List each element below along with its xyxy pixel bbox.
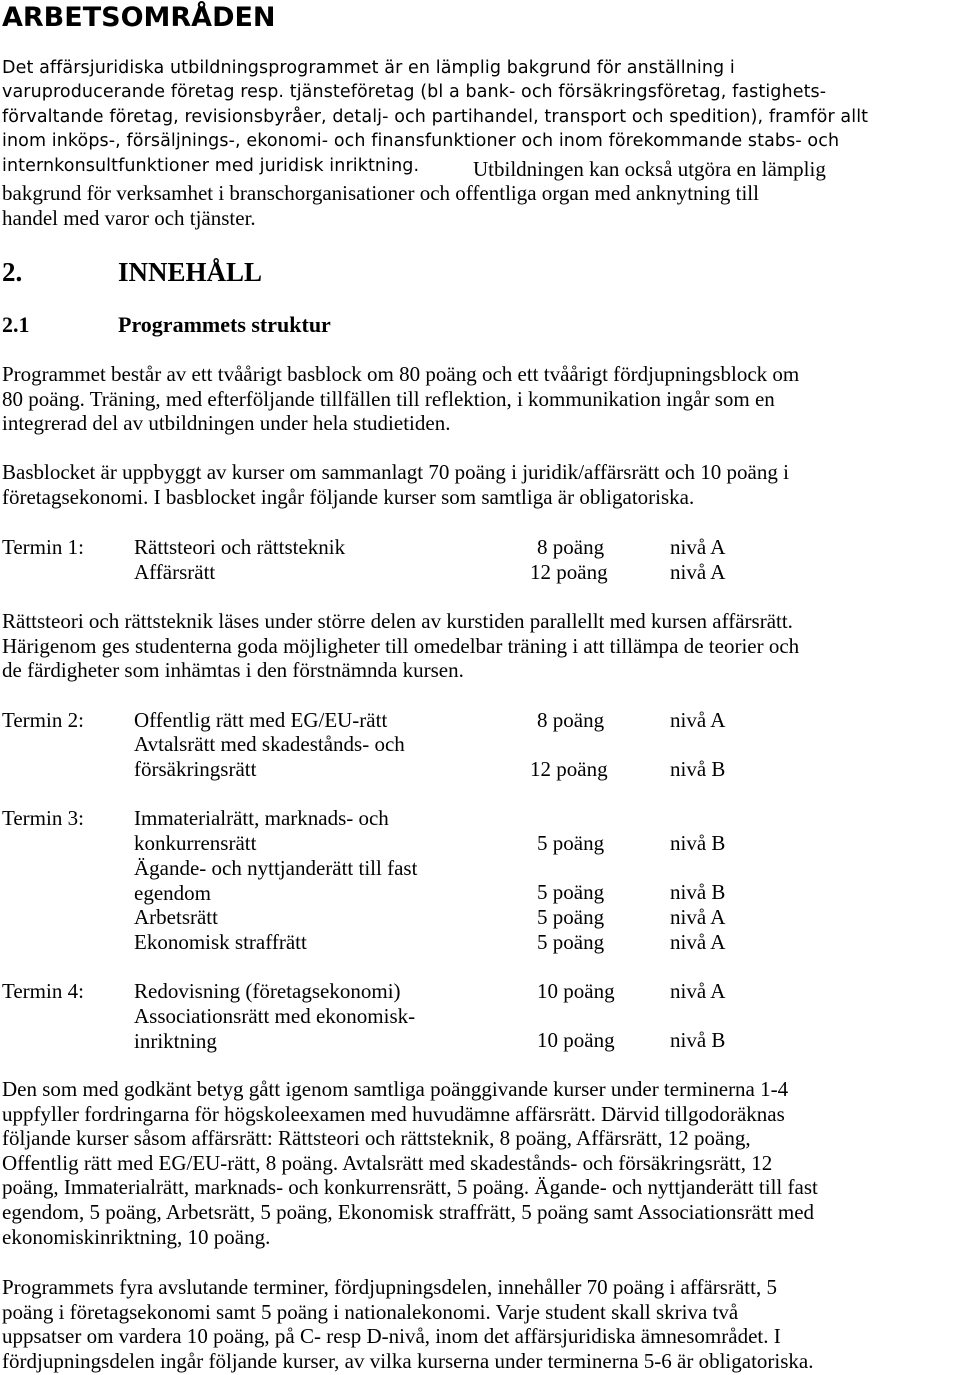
paragraph-rattsteori: Rättsteori och rättsteknik läses under större delen av kurstiden parallellt med kursen affärsrätt. Härigenom ges studenterna goda möjligheter till omedelbar träning i att tillämpa de teorier och de färdigheter som inhämtas i den förstnämnda kursen. (2, 609, 800, 683)
paragraph-fordjupningsdelen: Programmets fyra avslutande terminer, fördjupningsdelen, innehåller 70 poäng i affärsrätt, 5 poäng i företagsekonomi samt 5 poäng i nationalekonomi. Varje student skall skriva två uppsatser om vardera 10 poäng, på C- resp D-nivå, inom det affärsjuridiska ämnesområdet. I fördjupningsdelen ingår följande kurser, av vilka kurserna under terminerna 5-6 är obligatoriska. (2, 1275, 814, 1373)
course-level: nivå A (670, 708, 726, 732)
heading-programmets-struktur: Programmets struktur (118, 312, 331, 337)
term-3-label: Termin 3: (2, 806, 84, 830)
course-name: Associationsrätt med ekonomisk- inriktning (134, 1004, 416, 1053)
paragraph-basblocket: Basblocket är uppbyggt av kurser om sammanlagt 70 poäng i juridik/affärsrätt och 10 poäng i företagsekonomi. I basblocket ingår följande kurser som samtliga är obligatoriska. (2, 460, 789, 509)
subsection-number-2-1: 2.1 (2, 312, 30, 337)
course-name: Offentlig rätt med EG/EU-rätt (134, 708, 388, 732)
heading-innehall: INNEHÅLL (118, 257, 263, 287)
heading-arbetsomraden: ARBETSOMRÅDEN (2, 2, 276, 33)
course-points: 5 poäng (537, 880, 605, 904)
course-level: nivå B (670, 831, 726, 855)
course-name: Ägande- och nyttjanderätt till fast egendom (134, 856, 418, 905)
course-points: 8 poäng (537, 535, 605, 559)
course-level: nivå A (670, 535, 726, 559)
course-level: nivå A (670, 905, 726, 929)
course-level: nivå B (670, 757, 726, 781)
paragraph-hogskoleexamen: Den som med godkänt betyg gått igenom samtliga poänggivande kurser under terminerna 1-4 uppfyller fordringarna för högskoleexamen med huvudämne affärsrätt. Därvid tillgodoräknas följande kurser såsom affärsrätt: Rättsteori och rättsteknik, 8 poäng, Affärsrätt, 12 poäng, Offentlig rätt med EG/EU-rätt, 8 poäng. Avtalsrätt med skadestånds- och försäkringsrätt, 12 poäng, Immaterialrätt, marknads- och konkurrensrätt, 5 poäng. Ägande- och nyttjanderätt till fast egendom, 5 poäng, Arbetsrätt, 5 poäng, Ekonomisk straffrätt, 5 poäng samt Associationsrätt med ekonomiskinriktning, 10 poäng. (2, 1077, 818, 1249)
course-name: Redovisning (företagsekonomi) (134, 979, 401, 1003)
course-level: nivå B (670, 880, 726, 904)
course-level: nivå A (670, 979, 726, 1003)
course-points: 10 poäng (537, 979, 615, 1003)
course-name: Affärsrätt (134, 560, 216, 584)
course-name: Arbetsrätt (134, 905, 218, 929)
arbetsomraden-paragraph-serif: bakgrund för verksamhet i branschorganisationer och offentliga organ med anknytning till handel med varor och tjänster. (2, 181, 759, 230)
term-2-label: Termin 2: (2, 708, 84, 732)
arbetsomraden-serif-continuation: Utbildningen kan också utgöra en lämplig (473, 157, 826, 181)
course-points: 5 poäng (537, 831, 605, 855)
paragraph-programmet: Programmet består av ett tvåårigt basblock om 80 poäng och ett tvåårigt fördjupningsblock om 80 poäng. Träning, med efterföljande tillfällen till reflektion, i kommunikation ingår som en integrerad del av utbildningen under hela studietiden. (2, 362, 800, 436)
course-level: nivå B (670, 1028, 726, 1052)
course-name: Immaterialrätt, marknads- och konkurrensrätt (134, 806, 389, 855)
section-number-2: 2. (2, 257, 23, 287)
course-points: 5 poäng (537, 905, 605, 929)
course-points: 12 poäng (530, 757, 608, 781)
course-points: 10 poäng (537, 1028, 615, 1052)
course-points: 12 poäng (530, 560, 608, 584)
course-points: 8 poäng (537, 708, 605, 732)
course-level: nivå A (670, 930, 726, 954)
course-name: Rättsteori och rättsteknik (134, 535, 346, 559)
course-level: nivå A (670, 560, 726, 584)
course-name: Ekonomisk straffrätt (134, 930, 307, 954)
course-points: 5 poäng (537, 930, 605, 954)
term-4-label: Termin 4: (2, 979, 84, 1003)
arbetsomraden-paragraph-sans: Det affärsjuridiska utbildningsprogrammet är en lämplig bakgrund för anställning i varuproducerande företag resp. tjänsteföretag (bl a bank- och försäkringsföretag, fastighets- förvaltande företag, revisionsbyråer, detalj- och partihandel, transport och spedition), framför allt inom inköps-, försäljnings-, ekonomi- och finansfunktioner och inom förekommande stabs- och internkonsultfunktioner med juridisk inriktning. (2, 58, 869, 176)
course-name: Avtalsrätt med skadestånds- och försäkringsrätt (134, 732, 405, 781)
term-1-label: Termin 1: (2, 535, 84, 559)
